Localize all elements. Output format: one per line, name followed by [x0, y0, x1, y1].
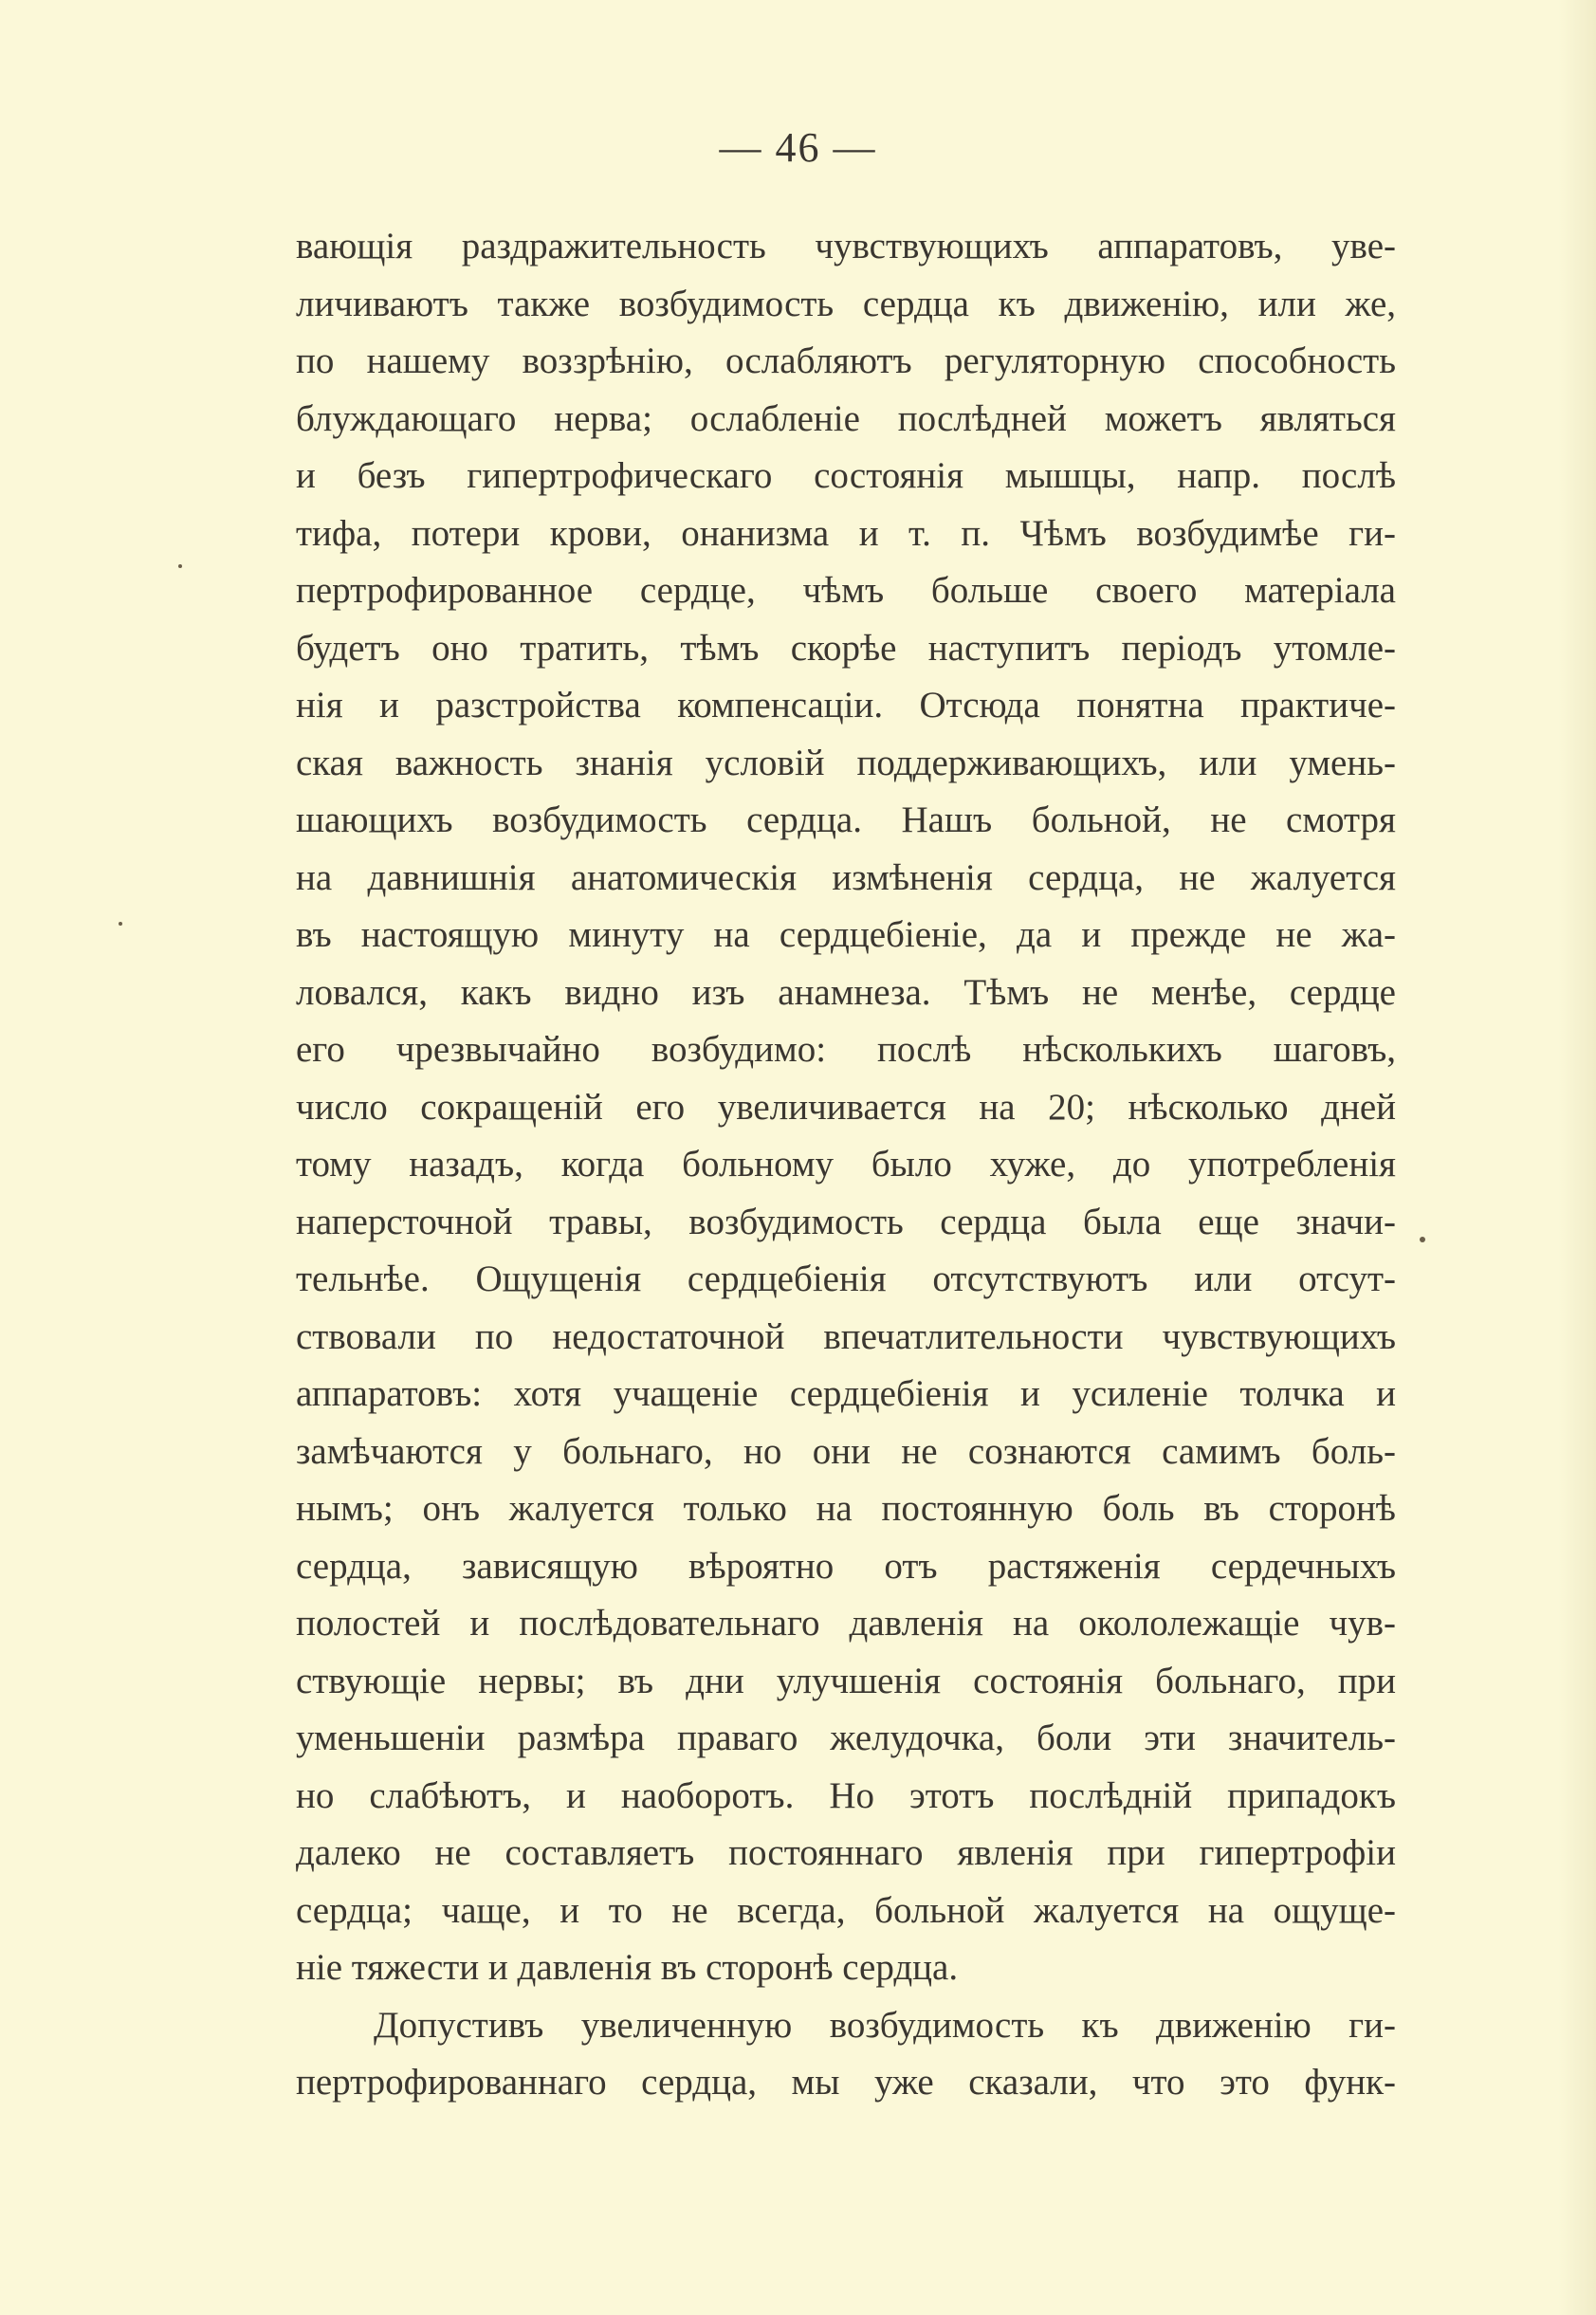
text-line: ствующіе нервы; въ дни улучшенія состоянія больнаго, при: [296, 1660, 1396, 1701]
ink-speck: [1420, 1237, 1425, 1242]
text-line: ловался, какъ видно изъ анамнеза. Тѣмъ не менѣе, сердце: [296, 971, 1396, 1013]
text-line: замѣчаются у больнаго, но они не сознаются самимъ боль-: [296, 1430, 1396, 1472]
text-line: на давнишнія анатомическія измѣненія сердца, не жалуется: [296, 856, 1396, 898]
text-line: личиваютъ также возбудимость сердца къ движенію, или же,: [296, 283, 1396, 324]
text-line: пертрофированное сердце, чѣмъ больше своего матеріала: [296, 570, 1396, 611]
text-line: но слабѣютъ, и наоборотъ. Но этотъ послѣдній припадокъ: [296, 1774, 1396, 1816]
text-line: ніе тяжести и давленія въ сторонѣ сердца.: [296, 1947, 959, 1988]
text-line: число сокращеній его увеличивается на 20; нѣсколько дней: [296, 1086, 1396, 1128]
text-line: вающія раздражительность чувствующихъ аппаратовъ, уве-: [296, 226, 1396, 266]
text-line: въ настоящую минуту на сердцебіеніе, да и прежде не жа-: [296, 914, 1396, 955]
text-line: пертрофированнаго сердца, мы уже сказали, что это функ-: [296, 2062, 1396, 2103]
text-line: его чрезвычайно возбудимо: послѣ нѣсколькихъ шаговъ,: [296, 1029, 1396, 1070]
text-line: тому назадъ, когда больному было хуже, до употребленія: [296, 1144, 1396, 1185]
text-line: блуждающаго нерва; ослабленіе послѣдней можетъ являться: [296, 397, 1396, 439]
text-line: далеко не составляетъ постояннаго явленія при гипертрофіи: [296, 1832, 1396, 1873]
text-line: шающихъ возбудимость сердца. Нашъ больной, не смотря: [296, 799, 1396, 840]
text-line: нымъ; онъ жалуется только на постоянную боль въ сторонѣ: [296, 1488, 1396, 1529]
text-line: уменьшеніи размѣра праваго желудочка, боли эти значитель-: [296, 1718, 1396, 1758]
body-text: [296, 218, 1396, 2112]
text-line: тифа, потери крови, онанизма и т. п. Чѣмъ возбудимѣе ги-: [296, 512, 1396, 554]
paragraph-first-line: Допустивъ увеличенную возбудимость къ движенію ги-: [374, 2004, 1396, 2046]
text-line: наперсточной травы, возбудимость сердца была еще значи-: [296, 1201, 1396, 1242]
ink-speck: [178, 564, 182, 568]
text-line: аппаратовъ: хотя учащеніе сердцебіенія и усиленіе толчка и: [296, 1373, 1396, 1414]
page-number: — 46 —: [719, 124, 877, 171]
text-line: ствовали по недостаточной впечатлительности чувствующихъ: [296, 1315, 1396, 1357]
text-line: тельнѣе. Ощущенія сердцебіенія отсутствуютъ или отсут-: [296, 1259, 1396, 1299]
text-line: полостей и послѣдовательнаго давленія на окололежащіе чув-: [296, 1603, 1396, 1644]
text-line: сердца, зависящую вѣроятно отъ растяженія сердечныхъ: [296, 1545, 1396, 1587]
text-line: будетъ оно тратить, тѣмъ скорѣе наступитъ періодъ утомле-: [296, 627, 1396, 669]
text-line: по нашему воззрѣнію, ослабляютъ регуляторную способность: [296, 340, 1396, 381]
text-line: ская важность знанія условій поддерживающихъ, или умень-: [296, 742, 1396, 783]
text-line: сердца; чаще, и то не всегда, больной жалуется на ощуще-: [296, 1889, 1396, 1931]
text-line: нія и разстройства компенсаціи. Отсюда понятна практиче-: [296, 685, 1396, 726]
text-line: и безъ гипертрофическаго состоянія мышцы, напр. послѣ: [296, 455, 1396, 496]
ink-speck: [119, 922, 122, 926]
